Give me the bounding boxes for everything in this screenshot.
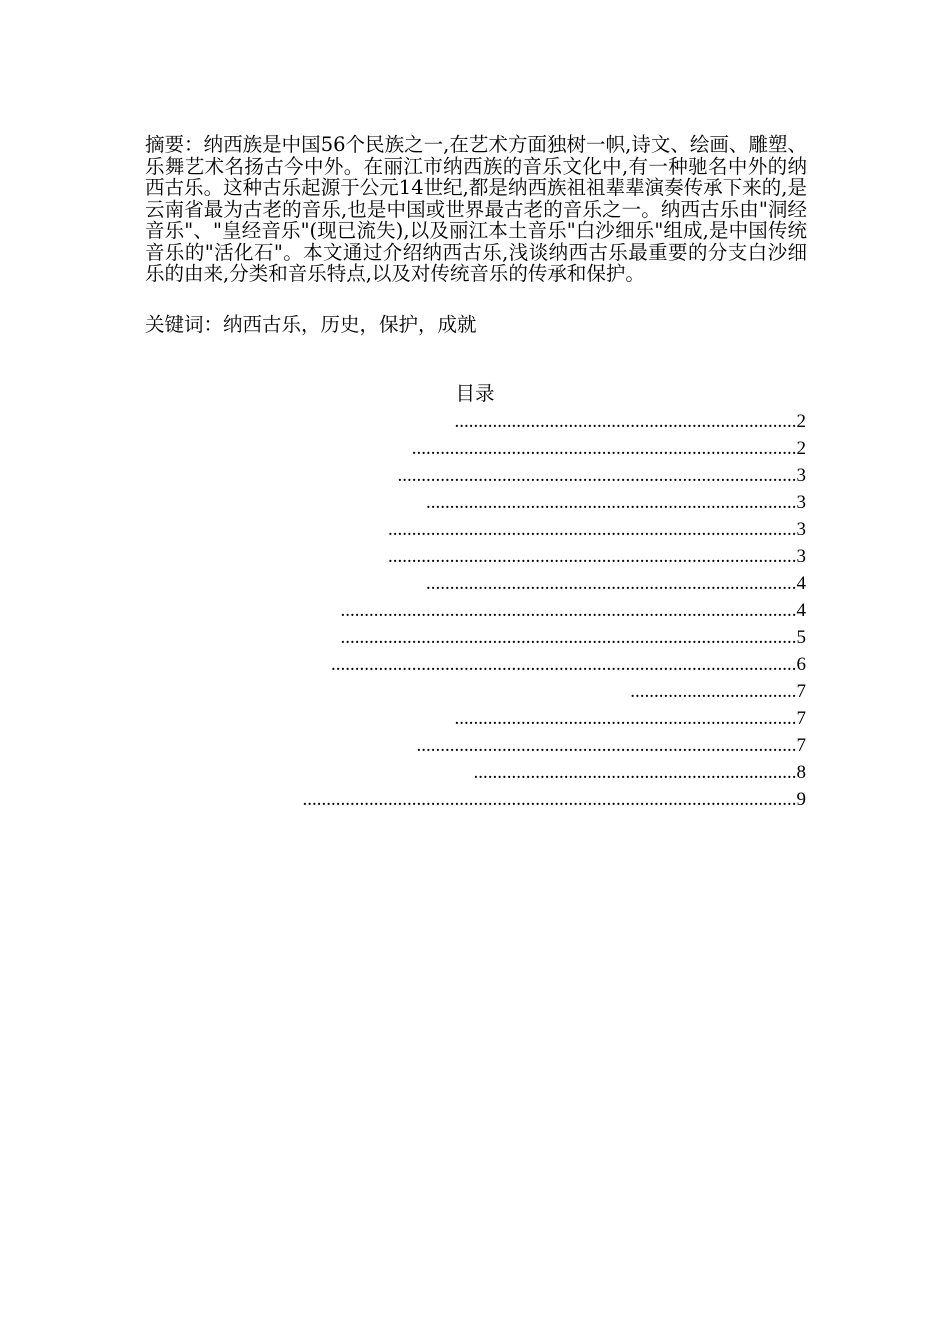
toc-title: 目录: [455, 382, 495, 405]
toc-entry[interactable]: [346, 732, 806, 759]
toc-page-number: 7: [796, 708, 806, 729]
toc-leader-dots: ....................................................................................: [397, 465, 797, 486]
toc-page-number: 8: [796, 762, 806, 783]
toc-leader-dots: ..................................................................................................: [331, 654, 797, 675]
toc-page-number: 2: [796, 411, 806, 432]
toc-entry[interactable]: [258, 597, 806, 624]
toc-leader-dots: ...................................: [630, 681, 797, 702]
toc-page-number: 2: [796, 438, 806, 459]
toc-entry[interactable]: [313, 543, 806, 570]
toc-entry[interactable]: [413, 705, 806, 732]
toc-leader-dots: ................................................................................: [416, 735, 797, 756]
toc-leader-dots: ........................................................................................................: [302, 789, 797, 810]
toc-entry[interactable]: [313, 516, 806, 543]
toc-page-number: 3: [796, 546, 806, 567]
toc-entry[interactable]: [357, 489, 806, 516]
toc-page-number: 7: [796, 735, 806, 756]
toc-leader-dots: ................................................................................................: [340, 627, 797, 648]
toc-page-number: 9: [796, 789, 806, 810]
toc-leader-dots: ......................................................................................: [388, 519, 797, 540]
toc-page-number: 3: [796, 492, 806, 513]
toc-page-number: 4: [796, 600, 806, 621]
toc-leader-dots: ......................................................................................: [388, 546, 797, 567]
toc-entry[interactable]: [324, 462, 806, 489]
toc-leader-dots: ..............................................................................: [426, 492, 797, 513]
toc-leader-dots: ..............................................................................: [426, 573, 797, 594]
toc-leader-dots: .................................................................................: [411, 438, 797, 459]
toc-page-number: 7: [796, 681, 806, 702]
abstract-paragraph: 摘要：纳西族是中国56个民族之一,在艺术方面独树一帜,诗文、绘画、雕塑、乐舞艺术名扬古今中外。在丽江市纳西族的音乐文化中,有一种驰名中外的纳西古乐。这种古乐起源于公元14世纪,都是纳西族祖祖辈辈演奏传承下来的,是云南省最为古老的音乐,也是中国或世界最古老的音乐之一。纳西古乐由"洞经音乐"、"皇经音乐"(现已流失),以及丽江本土音乐"白沙细乐"组成,是中国传统音乐的"活化石"。本文通过介绍纳西古乐,浅谈纳西古乐最重要的分支白沙细乐的由来,分类和音乐特点,以及对传统音乐的传承和保护。: [145, 133, 807, 285]
toc-page-number: 4: [796, 573, 806, 594]
toc-entry[interactable]: [336, 435, 806, 462]
toc-entry[interactable]: [596, 678, 806, 705]
toc-leader-dots: ........................................................................: [454, 708, 797, 729]
toc-entry[interactable]: [413, 408, 806, 435]
toc-entry[interactable]: [246, 651, 806, 678]
toc-entry[interactable]: [214, 786, 806, 813]
toc-entry[interactable]: [258, 624, 806, 651]
toc-page-number: 3: [796, 519, 806, 540]
toc-leader-dots: ........................................................................: [454, 411, 797, 432]
toc-page-number: 6: [796, 654, 806, 675]
toc-entry[interactable]: [357, 570, 806, 597]
toc-page-number: 3: [796, 465, 806, 486]
toc-leader-dots: ....................................................................: [473, 762, 797, 783]
toc-page-number: 5: [796, 627, 806, 648]
toc-leader-dots: ................................................................................................: [340, 600, 797, 621]
keywords-line: 关键词：纳西古乐，历史，保护，成就: [145, 313, 477, 336]
toc-entry[interactable]: [435, 759, 806, 786]
